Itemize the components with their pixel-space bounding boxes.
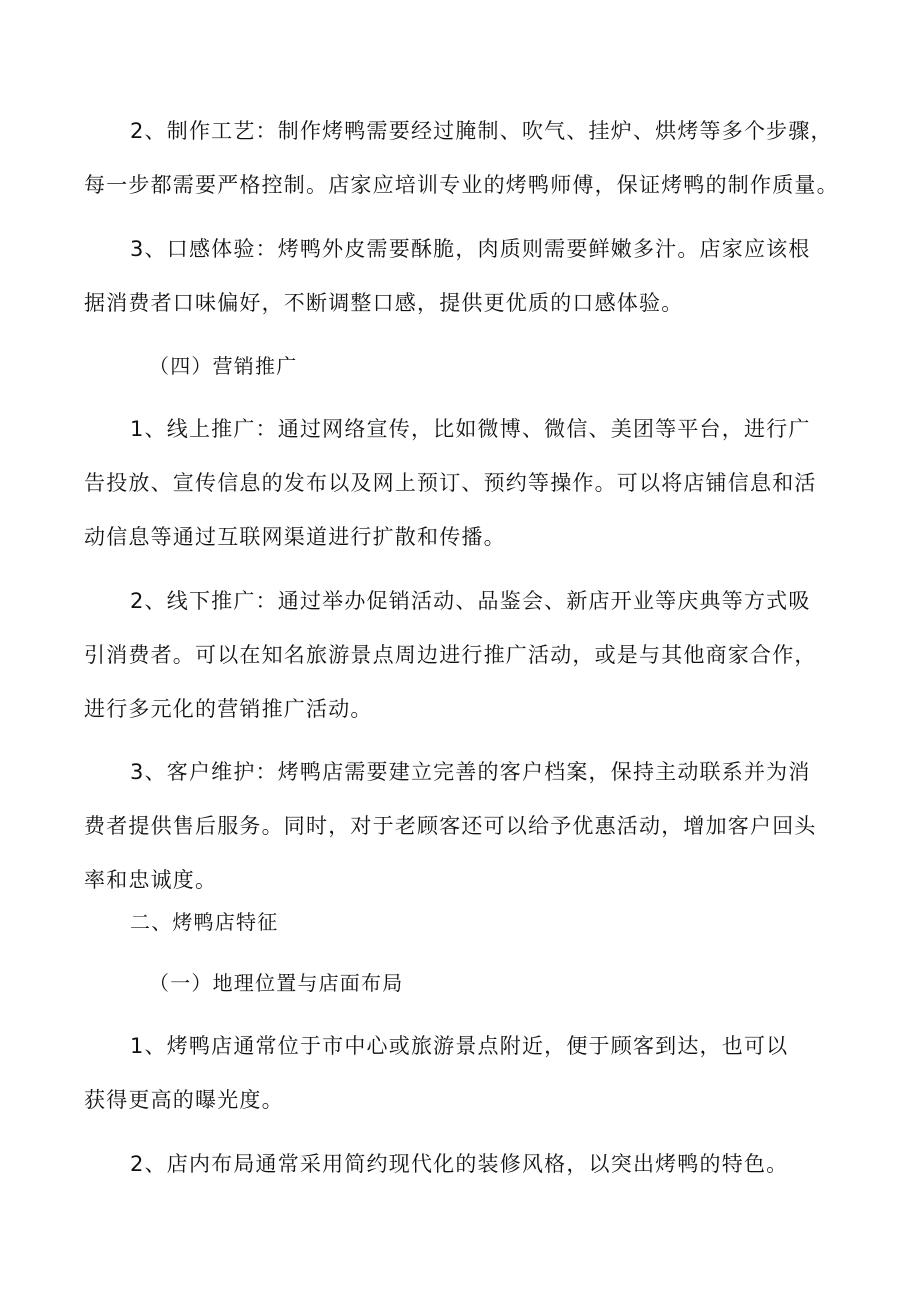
paragraph-line: 1、线上推广：通过网络宣传，比如微博、微信、美团等平台，进行广 [130, 417, 811, 441]
paragraph-line: 2、线下推广：通过举办促销活动、品鉴会、新店开业等庆典等方式吸 [130, 589, 811, 613]
paragraph-line: 2、店内布局通常采用简约现代化的装修风格，以突出烤鸭的特色。 [130, 1152, 789, 1176]
paragraph-line: 引消费者。可以在知名旅游景点周边进行推广活动，或是与其他商家合作， [84, 643, 817, 667]
section-heading: （一）地理位置与店面布局 [149, 971, 404, 995]
paragraph-line: 每一步都需要严格控制。店家应培训专业的烤鸭师傅，保证烤鸭的制作质量。 [84, 173, 839, 197]
paragraph-line: 告投放、宣传信息的发布以及网上预订、预约等操作。可以将店铺信息和活 [84, 471, 817, 495]
paragraph-line: 据消费者口味偏好，不断调整口感，提供更优质的口感体验。 [84, 291, 684, 315]
paragraph-line: 动信息等通过互联网渠道进行扩散和传播。 [84, 525, 506, 549]
paragraph-line: 3、口感体验：烤鸭外皮需要酥脆，肉质则需要鲜嫩多汁。店家应该根 [130, 237, 811, 261]
paragraph-line: 率和忠诚度。 [84, 868, 218, 892]
paragraph-line: 费者提供售后服务。同时，对于老顾客还可以给予优惠活动，增加客户回头 [84, 814, 817, 838]
section-heading: （四）营销推广 [149, 354, 298, 378]
chapter-heading: 二、烤鸭店特征 [130, 910, 279, 934]
paragraph-line: 3、客户维护：烤鸭店需要建立完善的客户档案，保持主动联系并为消 [130, 760, 811, 784]
paragraph-line: 2、制作工艺：制作烤鸭需要经过腌制、吹气、挂炉、烘烤等多个步骤， [130, 119, 833, 143]
paragraph-line: 获得更高的曝光度。 [84, 1088, 284, 1112]
paragraph-line: 1、烤鸭店通常位于市中心或旅游景点附近，便于顾客到达，也可以 [130, 1034, 789, 1058]
paragraph-line: 进行多元化的营销推广活动。 [84, 697, 373, 721]
